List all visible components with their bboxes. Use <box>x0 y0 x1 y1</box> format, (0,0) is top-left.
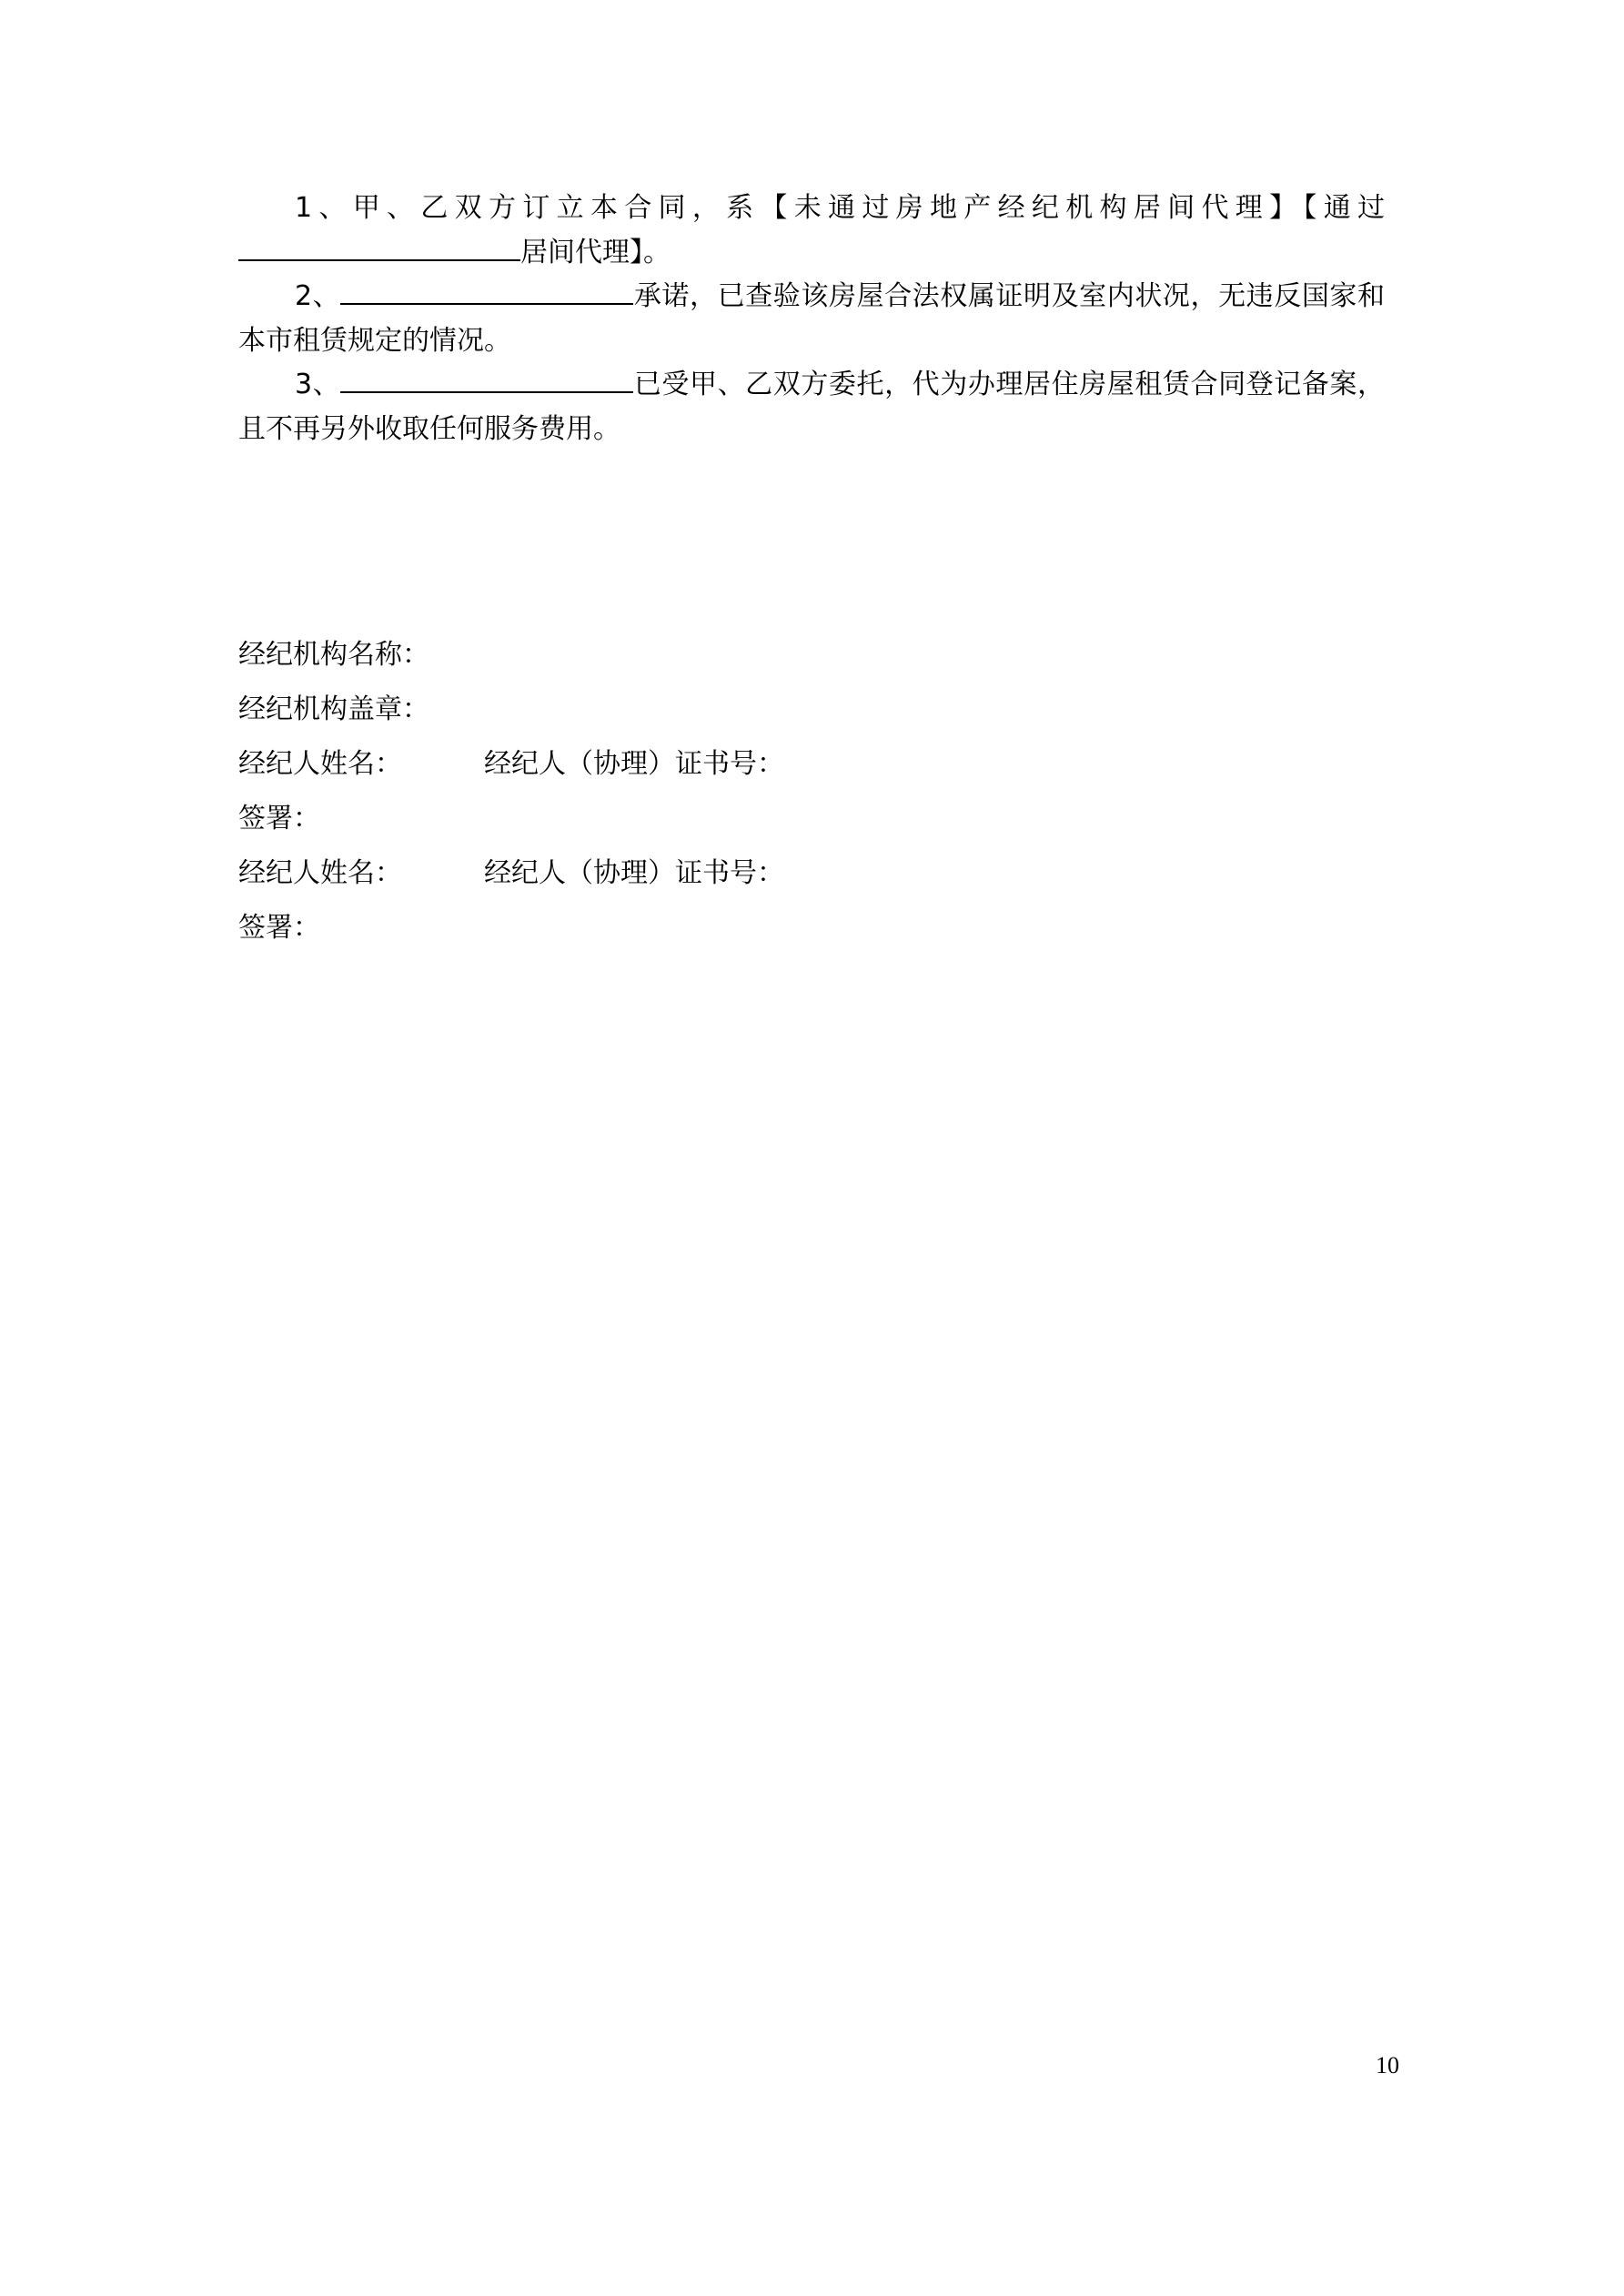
agent-certificate-label-2: 经纪人（协理）证书号： <box>484 857 784 889</box>
signature-row-agent-name-2 <box>238 846 1385 901</box>
clause-3-number: 3、 <box>295 369 341 401</box>
sign-label-1: 签署： <box>238 803 320 834</box>
clause-2-blank-field[interactable] <box>340 303 633 305</box>
signature-block <box>238 628 1385 956</box>
clause-1 <box>238 187 1385 275</box>
agency-seal-label: 经纪机构盖章： <box>238 693 429 725</box>
agent-name-label-1: 经纪人姓名： <box>238 748 402 780</box>
clause-1-text-after: 居间代理】。 <box>520 236 671 268</box>
clause-3 <box>238 363 1385 451</box>
signature-row-agency-seal <box>238 683 1385 737</box>
clause-3-text-after: 已受甲、乙双方委托，代为办理居住房屋租赁合同登记备案，且不再另外收取任何服务费用。 <box>238 369 1386 445</box>
signature-row-sign-2 <box>238 901 1385 956</box>
agent-name-label-2: 经纪人姓名： <box>238 857 402 889</box>
signature-row-agent-name-1 <box>238 737 1385 792</box>
clause-1-blank-field[interactable] <box>238 259 520 261</box>
page-number: 10 <box>1376 2052 1399 2079</box>
clause-1-text-before: 甲、乙双方订立本合同，系【未通过房地产经纪机构居间代理】【通过 <box>352 192 1386 224</box>
clause-2 <box>238 275 1385 363</box>
signature-row-agency-name <box>238 628 1385 683</box>
clause-1-number: 1、 <box>295 192 353 224</box>
agent-certificate-label-1: 经纪人（协理）证书号： <box>484 748 784 780</box>
agency-name-label: 经纪机构名称： <box>238 639 429 671</box>
clause-2-number: 2、 <box>295 280 341 313</box>
signature-row-sign-1 <box>238 792 1385 846</box>
clause-2-text-after: 承诺，已查验该房屋合法权属证明及室内状况，无违反国家和本市租赁规定的情况。 <box>238 280 1386 357</box>
sign-label-2: 签署： <box>238 912 320 944</box>
clause-3-blank-field[interactable] <box>340 391 633 393</box>
clause-list <box>238 187 1385 452</box>
